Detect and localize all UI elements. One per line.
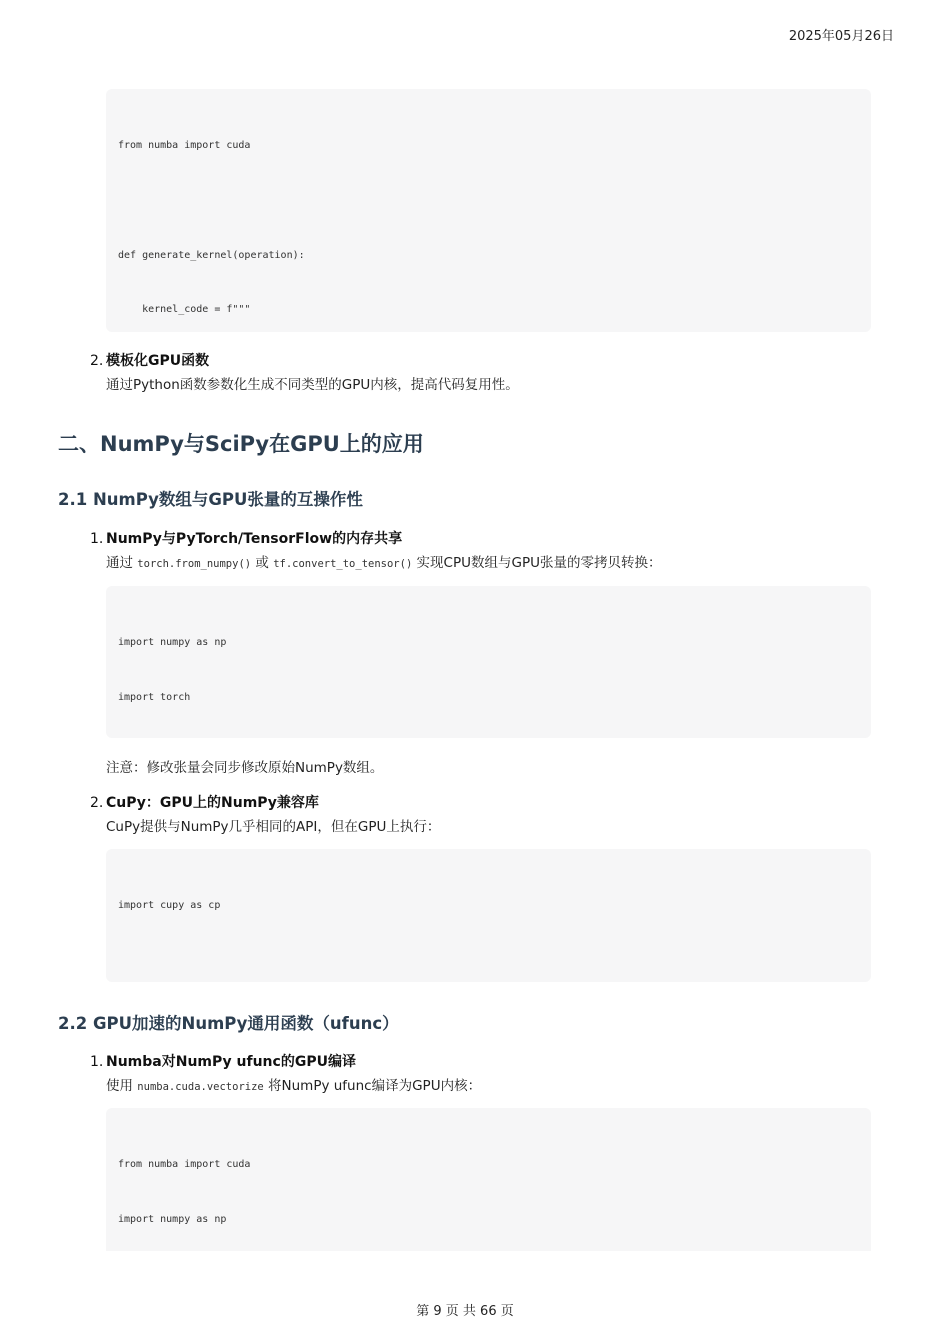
subsection-heading-2-2: 2.2 GPU加速的NumPy通用函数（ufunc） xyxy=(58,1014,399,1033)
header-date: 2025年05月26日 xyxy=(788,29,894,44)
code-line xyxy=(118,192,859,210)
list-item-templated-gpu xyxy=(90,350,209,370)
code-block-numpy-torch xyxy=(106,586,871,738)
page-footer: 第 9 页 共 66 页 xyxy=(416,1304,514,1319)
section-heading-2: 二、NumPy与SciPy在GPU上的应用 xyxy=(58,432,424,456)
code-line: import torch xyxy=(118,692,191,703)
code-block-cupy xyxy=(106,849,871,982)
list-number: 2. xyxy=(90,353,104,369)
list-number: 2. xyxy=(90,795,104,811)
text: 使用 xyxy=(106,1078,138,1094)
text: 实现CPU数组与GPU张量的零拷贝转换： xyxy=(412,555,662,571)
list-item-cupy xyxy=(90,792,319,812)
inline-code: torch.from_numpy() xyxy=(137,558,252,570)
list-item-numba-ufunc xyxy=(90,1051,356,1071)
note-text: 注意：修改张量会同步修改原始NumPy数组。 xyxy=(106,760,384,776)
code-line: from numba import cuda xyxy=(118,140,251,152)
list-item-title: NumPy与PyTorch/TensorFlow的内存共享 xyxy=(106,531,403,547)
inline-code: tf.convert_to_tensor() xyxy=(273,558,413,570)
paragraph-numba-ufunc xyxy=(106,1074,481,1094)
code-line: def generate_kernel(operation): xyxy=(118,249,305,261)
text: 将NumPy ufunc编译为GPU内核： xyxy=(263,1078,482,1094)
code-line: from numba import cuda xyxy=(118,1159,251,1171)
text: 通过 xyxy=(106,555,138,571)
list-number: 1. xyxy=(90,1054,104,1070)
paragraph-cupy: CuPy提供与NumPy几乎相同的API，但在GPU上执行： xyxy=(106,819,441,835)
code-block-kernel-generator xyxy=(106,89,871,332)
list-item-memory-sharing xyxy=(90,528,402,548)
code-line: import cupy as cp xyxy=(118,900,221,912)
paragraph-memory-sharing xyxy=(106,551,662,571)
list-number: 1. xyxy=(90,531,104,547)
list-item-title: Numba对NumPy ufunc的GPU编译 xyxy=(106,1054,356,1070)
paragraph-templated-gpu: 通过Python函数参数化生成不同类型的GPU内核，提高代码复用性。 xyxy=(106,377,519,393)
code-line: kernel_code = f""" xyxy=(118,304,251,316)
code-line: import numpy as np xyxy=(118,1214,227,1225)
text: 或 xyxy=(251,555,274,571)
code-block-vectorize xyxy=(106,1108,871,1251)
code-line: import numpy as np xyxy=(118,637,227,649)
code-line xyxy=(118,952,859,970)
list-item-title: 模板化GPU函数 xyxy=(106,353,210,369)
inline-code: numba.cuda.vectorize xyxy=(137,1081,264,1093)
list-item-title: CuPy：GPU上的NumPy兼容库 xyxy=(106,795,319,811)
subsection-heading-2-1: 2.1 NumPy数组与GPU张量的互操作性 xyxy=(58,490,363,509)
